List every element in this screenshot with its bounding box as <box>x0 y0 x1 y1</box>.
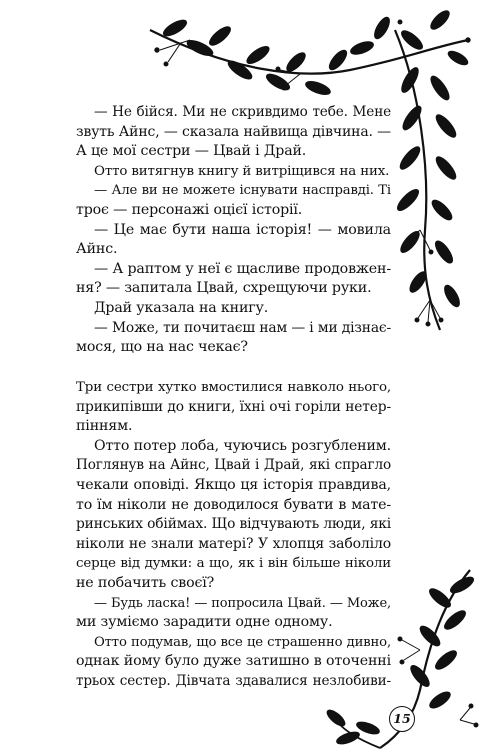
text-line: Айнс. <box>76 241 118 258</box>
text-line: ніколи не знали матері? У хлопця заболіло <box>76 535 391 552</box>
text-line: ринських обіймах. Що відчувають люди, які <box>76 516 391 533</box>
text-line: однак йому було дуже затишно в оточенні <box>76 653 391 670</box>
text-line: Отто потер лоба, чуючись розгубленим. <box>94 437 391 454</box>
text-line: А це мої сестри — Цвай і Драй. <box>76 143 307 160</box>
text-line: — Може, ти почитаєш нам — і ми дізнає- <box>94 319 391 336</box>
page-number: 15 <box>389 706 415 732</box>
text-line: ня? — запитала Цвай, схрещуючи руки. <box>76 280 372 297</box>
text-line: чекали оповіді. Якщо ця історія правдива, <box>76 476 391 493</box>
text-line: — Будь ласка! — попросила Цвай. — Може, <box>94 595 391 611</box>
text-column-upper <box>76 103 391 358</box>
text-line: то їм ніколи не доводилося бувати в мате- <box>76 496 391 513</box>
text-line: Поглянув на Айнс, Цвай і Драй, які спрагло <box>76 457 391 474</box>
text-line: — А раптом у неї є щасливе продовжен- <box>94 260 391 277</box>
text-line: звуть Айнс, — сказала найвища дівчина. — <box>76 123 391 140</box>
text-line: — Не бійся. Ми не скривдимо тебе. Мене <box>94 104 391 120</box>
text-line: Отто подумав, що все це страшенно дивно, <box>94 634 391 650</box>
text-line: мося, що на нас чекає? <box>76 339 248 356</box>
text-line: Отто витягнув книгу й витріщився на них. <box>94 163 390 179</box>
text-line: троє — персонажі оцієї історії. <box>76 201 303 218</box>
text-line: ми зуміємо зарадити одне одному. <box>76 614 333 631</box>
text-line: прикипівши до книги, їхні очі горіли нетер- <box>76 398 391 415</box>
text-line: не побачить своєї? <box>76 574 215 591</box>
text-line: пінням. <box>76 418 133 435</box>
text-line: серце від думки: а що, як і він більше ніколи <box>76 556 391 572</box>
text-line: трьох сестер. Дівчата здавалися незлобиви- <box>76 672 391 689</box>
text-line: — Але ви не можете існувати насправді. Ті <box>94 183 391 199</box>
text-line: — Це має бути наша історія! — мовила <box>94 221 391 238</box>
text-line: Три сестри хутко вмостилися навколо нього, <box>76 380 391 395</box>
text-column-lower <box>76 378 391 692</box>
text-line: Драй указала на книгу. <box>94 299 269 316</box>
